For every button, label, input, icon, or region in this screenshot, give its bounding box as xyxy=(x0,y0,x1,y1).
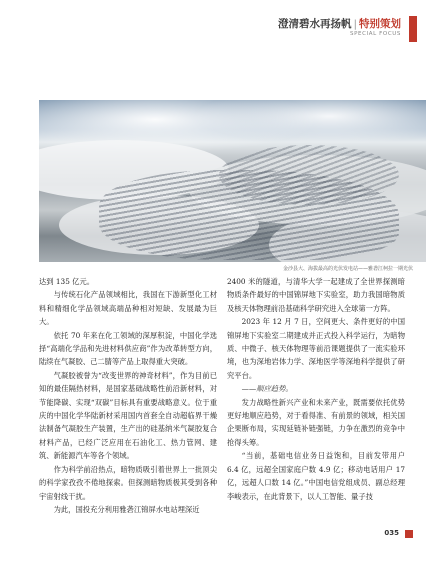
body-paragraph: 2023 年 12 月 7 日，空间更大、条件更好的中国锦屏地下实验室二期建成并正式投入科学运行，为暗物质、中微子、核天体物理等前沿课题提供了一流实验环境，也为深地岩体力学、深地医学等深地科学提供了研究平台。 xyxy=(227,317,405,380)
right-text-column xyxy=(227,275,405,503)
solar-panel-array xyxy=(219,145,399,205)
photo-caption: 金沙县大、海拔最高的光伏发电站——雅砻江柯拉一期光伏 xyxy=(282,266,413,272)
body-paragraph: 2400 米的隧道，与清华大学一起建成了全世界探测暗物质条件最好的中国锦屏地下实验室，助力我国暗物质及核天体物理前沿基础科学研究进入全球第一方阵。 xyxy=(227,277,405,313)
solar-farm-photo xyxy=(39,100,426,262)
body-paragraph: “当前，基础电信业务日益饱和，目前发带用户 6.4 亿，远超全国家庭户数 4.9 亿；移动电话用户 17 亿，远超人口数 14 亿。”中国电信党组成员、副总经理李峻表示，在此背景下，以人工智能、量子技 xyxy=(227,451,405,501)
body-paragraph: 作为科学前沿热点，暗物质吸引着世界上一批顶尖的科学家孜孜不倦地探索。但探测暗物质极其受到各种宇宙射线干扰。 xyxy=(39,464,217,501)
section-name: 特别策划 xyxy=(359,18,401,30)
body-paragraph: 发力战略性新兴产业和未来产业，既需要依托优势更好地顺应趋势，对于看得准、有前景的领域，相关国企果断布局，实现延链补链强链，力争在激烈的竞争中抢得头筹。 xyxy=(227,397,405,447)
body-paragraph: 达到 135 亿元。 xyxy=(39,277,95,286)
magazine-topic: 澄清碧水再扬帆 xyxy=(277,18,352,30)
header-title-line xyxy=(278,16,401,31)
body-paragraph: 为此，国投充分利用雅砻江锦屏水电站埋深近 xyxy=(53,504,200,514)
page-header xyxy=(217,14,417,44)
page-number: 035 xyxy=(384,529,399,537)
section-subtitle: SPECIAL FOCUS xyxy=(350,31,401,37)
header-separator: | xyxy=(353,18,357,30)
header-accent-bar xyxy=(409,16,417,42)
body-paragraph: 气凝胶被誉为“改变世界的神奇材料”，作为目前已知的最佳隔热材料，是国家基础战略性前沿新材料，对节能降碳、实现“双碳”目标具有重要战略意义。位于重庆的中国化学华陆新材采用国内首套全自动超临界干燥法制备气凝胶生产装置，生产出的硅基纳米气凝胶复合材料产品，已经广泛应用在石油化工、热力管网、建筑、新能源汽车等各个领域。 xyxy=(39,370,217,461)
page-number-marker xyxy=(405,530,413,538)
body-paragraph: 依托 70 年来在化工领域的深厚积淀，中国化学选择“高端化学品和先进材料供应商”作为改革转型方向，陆续在气凝胶、己二腈等产品上取得重大突破。 xyxy=(39,330,217,367)
body-paragraph: ——顺应趋势。 xyxy=(241,384,293,394)
left-text-column xyxy=(39,275,217,516)
body-paragraph: 与传统石化产品领域相比，我国在下游新型化工材料和精细化学品领域高端品种相对短缺、发展最为巨大。 xyxy=(39,290,217,327)
